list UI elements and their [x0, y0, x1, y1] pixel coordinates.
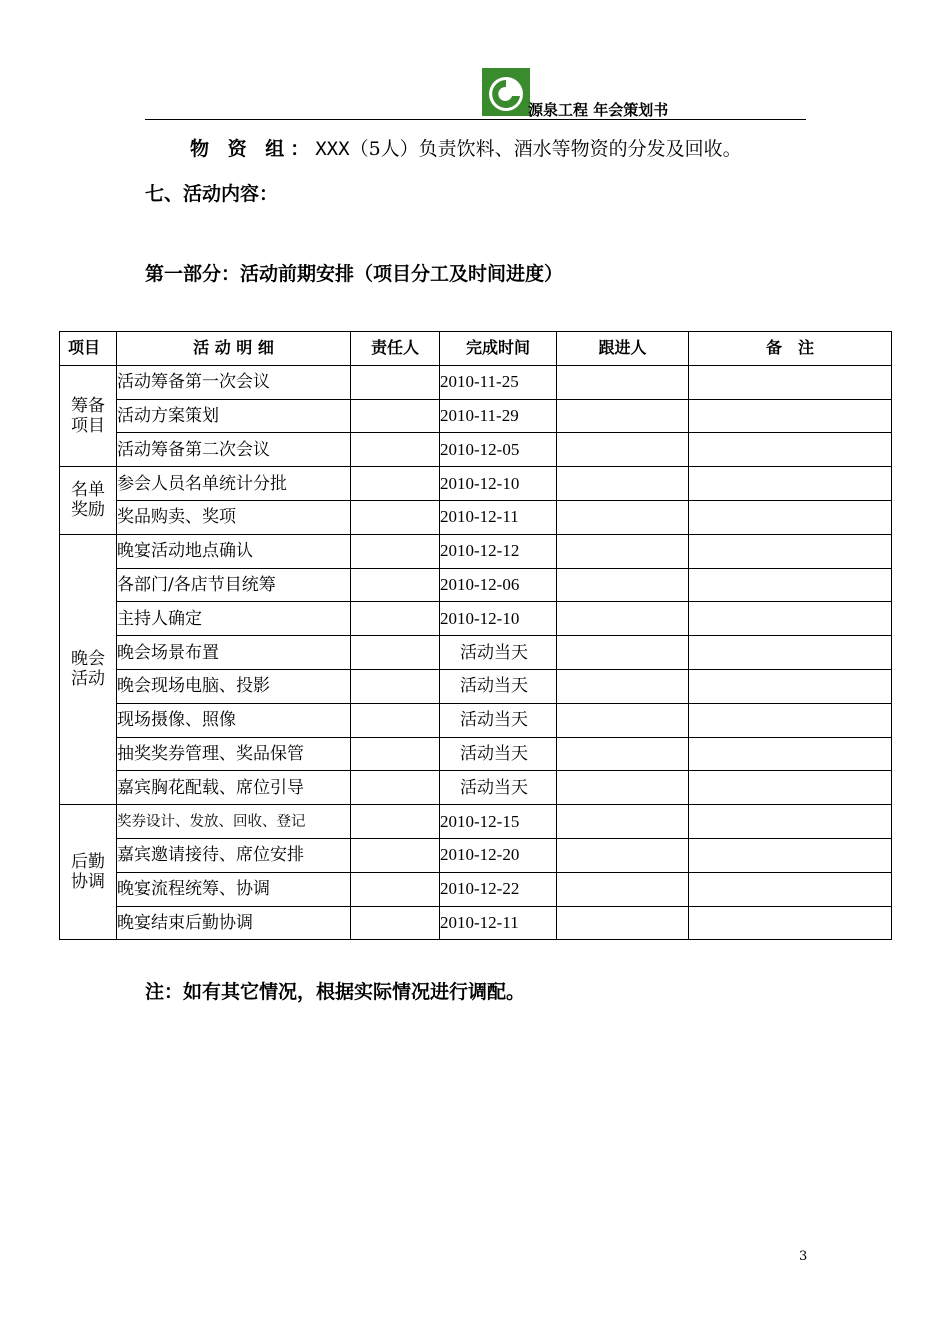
table-row: [60, 365, 892, 399]
group-name-cell: [60, 534, 117, 804]
owner-cell: [351, 467, 440, 501]
company-logo-icon: [482, 68, 530, 116]
date-cell: 2010-11-25: [440, 365, 557, 399]
group-name-cell: [60, 467, 117, 535]
owner-cell: [351, 703, 440, 737]
note-cell: [689, 433, 892, 467]
col-header-date: 完成时间: [440, 332, 557, 366]
note-cell: [689, 568, 892, 602]
col-header-owner: 责任人: [351, 332, 440, 366]
follower-cell: [557, 737, 689, 771]
note-cell: [689, 872, 892, 906]
date-cell: 2010-11-29: [440, 399, 557, 433]
col-header-follower: 跟进人: [557, 332, 689, 366]
owner-cell: [351, 636, 440, 670]
note-cell: [689, 737, 892, 771]
date-cell: 2010-12-10: [440, 467, 557, 501]
page-number: 3: [799, 1249, 808, 1264]
date-cell: 2010-12-06: [440, 568, 557, 602]
date-cell: 2010-12-22: [440, 872, 557, 906]
detail-cell: 晚会场景布置: [117, 636, 351, 670]
note-cell: [689, 534, 892, 568]
detail-cell: 现场摄像、照像: [117, 703, 351, 737]
detail-cell: 参会人员名单统计分批: [117, 467, 351, 501]
table-row: [60, 467, 892, 501]
table-row: [60, 636, 892, 670]
group-name-line: 筹备: [71, 395, 105, 416]
table-row: [60, 872, 892, 906]
detail-cell: 奖品购卖、奖项: [117, 500, 351, 534]
supply-group-text: （5人）负责饮料、酒水等物资的分发及回收。: [349, 138, 742, 160]
detail-cell: 晚宴流程统筹、协调: [117, 872, 351, 906]
supply-group-label: 物 资 组：: [190, 138, 316, 160]
date-cell: 2010-12-12: [440, 534, 557, 568]
owner-cell: [351, 737, 440, 771]
follower-cell: [557, 534, 689, 568]
group-name-line: 活动: [71, 669, 105, 690]
follower-cell: [557, 771, 689, 805]
footnote: 注：如有其它情况，根据实际情况进行调配。: [145, 981, 526, 1003]
note-cell: [689, 669, 892, 703]
note-cell: [689, 838, 892, 872]
date-cell: 2010-12-11: [440, 500, 557, 534]
owner-cell: [351, 534, 440, 568]
follower-cell: [557, 636, 689, 670]
note-cell: [689, 703, 892, 737]
note-cell: [689, 805, 892, 839]
group-name-cell: [60, 365, 117, 466]
owner-cell: [351, 805, 440, 839]
table-row: [60, 500, 892, 534]
follower-cell: [557, 805, 689, 839]
note-cell: [689, 636, 892, 670]
date-cell: 活动当天: [440, 771, 557, 805]
group-name-line: 名单: [71, 480, 105, 501]
note-cell: [689, 771, 892, 805]
group-name-line: 项目: [71, 415, 105, 436]
header-title: 源泉工程 年会策划书: [528, 101, 669, 119]
group-name-line: 奖励: [71, 500, 105, 521]
date-cell: 活动当天: [440, 669, 557, 703]
date-cell: 活动当天: [440, 737, 557, 771]
detail-cell: 晚宴活动地点确认: [117, 534, 351, 568]
owner-cell: [351, 872, 440, 906]
follower-cell: [557, 669, 689, 703]
follower-cell: [557, 399, 689, 433]
owner-cell: [351, 365, 440, 399]
section-heading: 七、活动内容：: [145, 183, 279, 205]
date-cell: 活动当天: [440, 636, 557, 670]
owner-cell: [351, 500, 440, 534]
detail-cell: 活动筹备第二次会议: [117, 433, 351, 467]
follower-cell: [557, 500, 689, 534]
supply-group-line: [190, 134, 742, 161]
detail-cell: 嘉宾邀请接待、席位安排: [117, 838, 351, 872]
table-row: [60, 737, 892, 771]
owner-cell: [351, 399, 440, 433]
detail-cell: 抽奖奖券管理、奖品保管: [117, 737, 351, 771]
group-name-line: 后勤: [71, 852, 105, 873]
note-cell: [689, 906, 892, 940]
table-row: [60, 703, 892, 737]
table-header-row: [60, 332, 892, 366]
date-cell: 2010-12-10: [440, 602, 557, 636]
table-row: [60, 534, 892, 568]
follower-cell: [557, 467, 689, 501]
date-cell: 活动当天: [440, 703, 557, 737]
owner-cell: [351, 433, 440, 467]
follower-cell: [557, 602, 689, 636]
schedule-table: [59, 331, 892, 940]
detail-cell: 奖券设计、发放、回收、登记: [117, 805, 351, 839]
col-header-item: 项目: [60, 332, 117, 366]
part-heading: 第一部分：活动前期安排（项目分工及时间进度）: [145, 263, 564, 285]
follower-cell: [557, 568, 689, 602]
follower-cell: [557, 906, 689, 940]
follower-cell: [557, 433, 689, 467]
follower-cell: [557, 838, 689, 872]
table-row: [60, 399, 892, 433]
date-cell: 2010-12-11: [440, 906, 557, 940]
note-cell: [689, 399, 892, 433]
col-header-note: 备 注: [689, 332, 892, 366]
table-row: [60, 838, 892, 872]
table-row: [60, 669, 892, 703]
group-name-cell: [60, 805, 117, 940]
detail-cell: 活动方案策划: [117, 399, 351, 433]
date-cell: 2010-12-15: [440, 805, 557, 839]
col-header-detail: 活 动 明 细: [117, 332, 351, 366]
note-cell: [689, 602, 892, 636]
detail-cell: 嘉宾胸花配载、席位引导: [117, 771, 351, 805]
date-cell: 2010-12-05: [440, 433, 557, 467]
detail-cell: 晚宴结束后勤协调: [117, 906, 351, 940]
detail-cell: 各部门/各店节目统筹: [117, 568, 351, 602]
table-row: [60, 771, 892, 805]
detail-cell: 活动筹备第一次会议: [117, 365, 351, 399]
owner-cell: [351, 906, 440, 940]
header-rule: [145, 119, 806, 120]
group-name-line: 协调: [71, 872, 105, 893]
follower-cell: [557, 872, 689, 906]
owner-cell: [351, 669, 440, 703]
date-cell: 2010-12-20: [440, 838, 557, 872]
table-row: [60, 805, 892, 839]
follower-cell: [557, 365, 689, 399]
supply-group-code: XXX: [315, 138, 350, 160]
owner-cell: [351, 568, 440, 602]
table-row: [60, 433, 892, 467]
table-row: [60, 602, 892, 636]
group-name-line: 晚会: [71, 649, 105, 670]
owner-cell: [351, 771, 440, 805]
owner-cell: [351, 602, 440, 636]
follower-cell: [557, 703, 689, 737]
owner-cell: [351, 838, 440, 872]
table-row: [60, 568, 892, 602]
note-cell: [689, 365, 892, 399]
detail-cell: 晚会现场电脑、投影: [117, 669, 351, 703]
detail-cell: 主持人确定: [117, 602, 351, 636]
note-cell: [689, 500, 892, 534]
table-row: [60, 906, 892, 940]
note-cell: [689, 467, 892, 501]
